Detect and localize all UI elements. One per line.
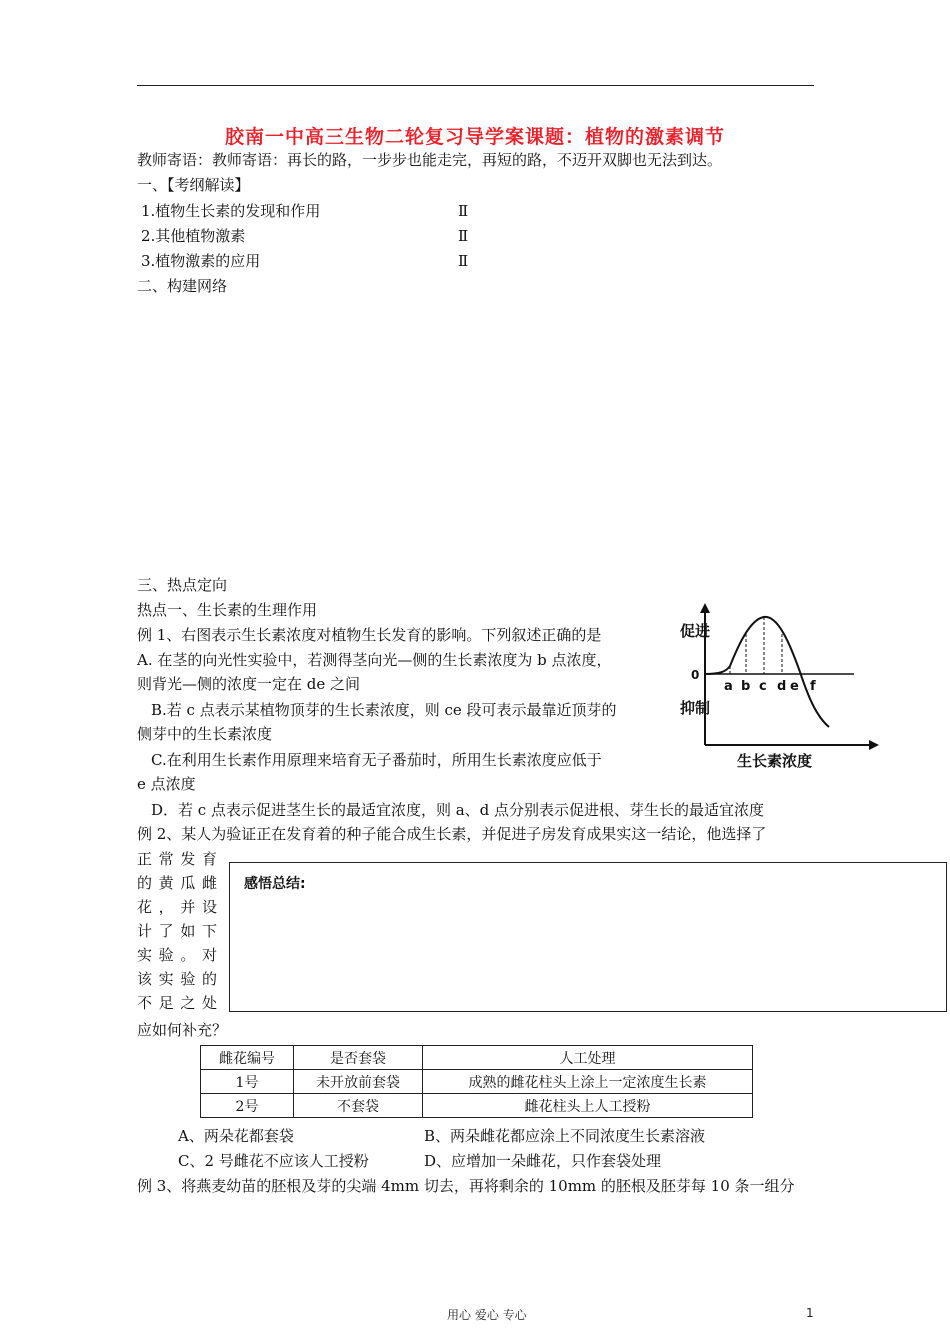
x-axis-label: 生长素浓度 xyxy=(737,752,813,770)
example2-wrap-line-2: 的 黄 瓜 雌 xyxy=(137,874,217,892)
example1-option-b-line2: 侧芽中的生长素浓度 xyxy=(137,725,273,743)
syllabus-level-2: Ⅱ xyxy=(458,227,469,245)
y-label-promote: 促进 xyxy=(680,622,711,640)
example2-wrap-line-3: 花 ， 并 设 xyxy=(137,898,217,916)
point-label-e: e xyxy=(790,679,799,694)
page-title: 胶南一中高三生物二轮复习导学案课题：植物的激素调节 xyxy=(224,126,725,148)
example3-stem: 例 3、将燕麦幼苗的胚根及芽的尖端 4mm 切去，再将剩余的 10mm 的胚根及胚芽每 10 条一组分 xyxy=(137,1177,795,1195)
table-cell: 不套袋 xyxy=(294,1094,423,1118)
example2-wrap-line-4: 计 了 如 下 xyxy=(137,922,217,940)
growth-curve xyxy=(705,617,829,727)
table-row xyxy=(201,1094,753,1118)
zero-label: 0 xyxy=(691,668,700,682)
syllabus-level-1: Ⅱ xyxy=(458,202,469,220)
example2-stem: 例 2、某人为验证正在发育着的种子能合成生长素，并促进子房发育成果实这一结论，他选择了 xyxy=(137,825,767,843)
syllabus-item-2: 2.其他植物激素 xyxy=(141,227,246,245)
page-number: 1 xyxy=(806,1306,814,1320)
y-label-inhibit: 抑制 xyxy=(680,699,711,717)
hotspot1-heading: 热点一、生长素的生理作用 xyxy=(137,601,318,619)
table-header: 是否套袋 xyxy=(294,1046,423,1070)
example1-option-a-line2: 则背光—侧的浓度一定在 de 之间 xyxy=(137,675,361,693)
table-cell: 1号 xyxy=(201,1070,294,1094)
summary-label: 感悟总结: xyxy=(244,876,306,892)
table-row xyxy=(201,1070,753,1094)
syllabus-item-3: 3.植物激素的应用 xyxy=(141,252,261,270)
example2-option-d: D、应增加一朵雌花，只作套袋处理 xyxy=(424,1152,662,1170)
example2-option-b: B、两朵雌花都应涂上不同浓度生长素溶液 xyxy=(424,1127,706,1145)
example2-wrap-line-5: 实 验 。 对 xyxy=(137,946,217,964)
teacher-motto: 教师寄语：教师寄语：再长的路，一步步也能走完，再短的路，不迈开双脚也无法到达。 xyxy=(137,151,723,169)
point-label-b: b xyxy=(741,679,751,694)
point-label-c: c xyxy=(759,679,767,694)
section1-heading: 一、【考纲解读】 xyxy=(137,176,250,194)
header-rule xyxy=(137,85,814,86)
experiment-table xyxy=(200,1045,753,1118)
section2-heading: 二、构建网络 xyxy=(137,277,228,295)
point-label-a: a xyxy=(724,679,733,694)
example1-option-a-line1: A. 在茎的向光性实验中，若测得茎向光—侧的生长素浓度为 b 点浓度， xyxy=(137,651,612,669)
x-axis-arrow-icon xyxy=(869,740,879,750)
example2-wrap-line-7: 不 足 之 处 xyxy=(137,994,217,1012)
section3-heading: 三、热点定向 xyxy=(137,576,228,594)
auxin-effect-chart xyxy=(672,600,882,770)
table-cell: 成熟的雌花柱头上涂上一定浓度生长素 xyxy=(423,1070,753,1094)
table-cell: 2号 xyxy=(201,1094,294,1118)
example1-option-d: D．若 c 点表示促进茎生长的最适宜浓度，则 a、d 点分别表示促进根、芽生长的最适宜浓度 xyxy=(151,801,765,819)
example1-option-c-line1: C.在利用生长素作用原理来培育无子番茄时，所用生长素浓度应低于 xyxy=(151,751,602,769)
point-label-d: d xyxy=(777,679,787,694)
table-cell: 雌花柱头上人工授粉 xyxy=(423,1094,753,1118)
table-cell: 未开放前套袋 xyxy=(294,1070,423,1094)
syllabus-level-3: Ⅱ xyxy=(458,252,469,270)
example2-wrap-line-1: 正 常 发 育 xyxy=(137,850,217,868)
footer-text: 用心 爱心 专心 xyxy=(447,1308,527,1322)
y-axis-arrow-icon xyxy=(700,603,710,613)
example2-tail: 应如何补充？ xyxy=(137,1021,228,1039)
example1-option-c-line2: e 点浓度 xyxy=(137,775,196,793)
example2-option-c: C、2 号雌花不应该人工授粉 xyxy=(178,1152,369,1170)
summary-box xyxy=(229,862,947,1012)
table-header-row xyxy=(201,1046,753,1070)
example2-option-a: A、两朵花都套袋 xyxy=(178,1127,294,1145)
example1-option-b-line1: B.若 c 点表示某植物顶芽的生长素浓度，则 ce 段可表示最靠近顶芽的 xyxy=(151,701,617,719)
point-label-f: f xyxy=(810,679,816,694)
table-header: 雌花编号 xyxy=(201,1046,294,1070)
table-header: 人工处理 xyxy=(423,1046,753,1070)
syllabus-item-1: 1.植物生长素的发现和作用 xyxy=(141,202,321,220)
example1-stem: 例 1、右图表示生长素浓度对植物生长发育的影响。下列叙述正确的是 xyxy=(137,626,602,644)
example2-wrap-line-6: 该 实 验 的 xyxy=(137,970,217,988)
